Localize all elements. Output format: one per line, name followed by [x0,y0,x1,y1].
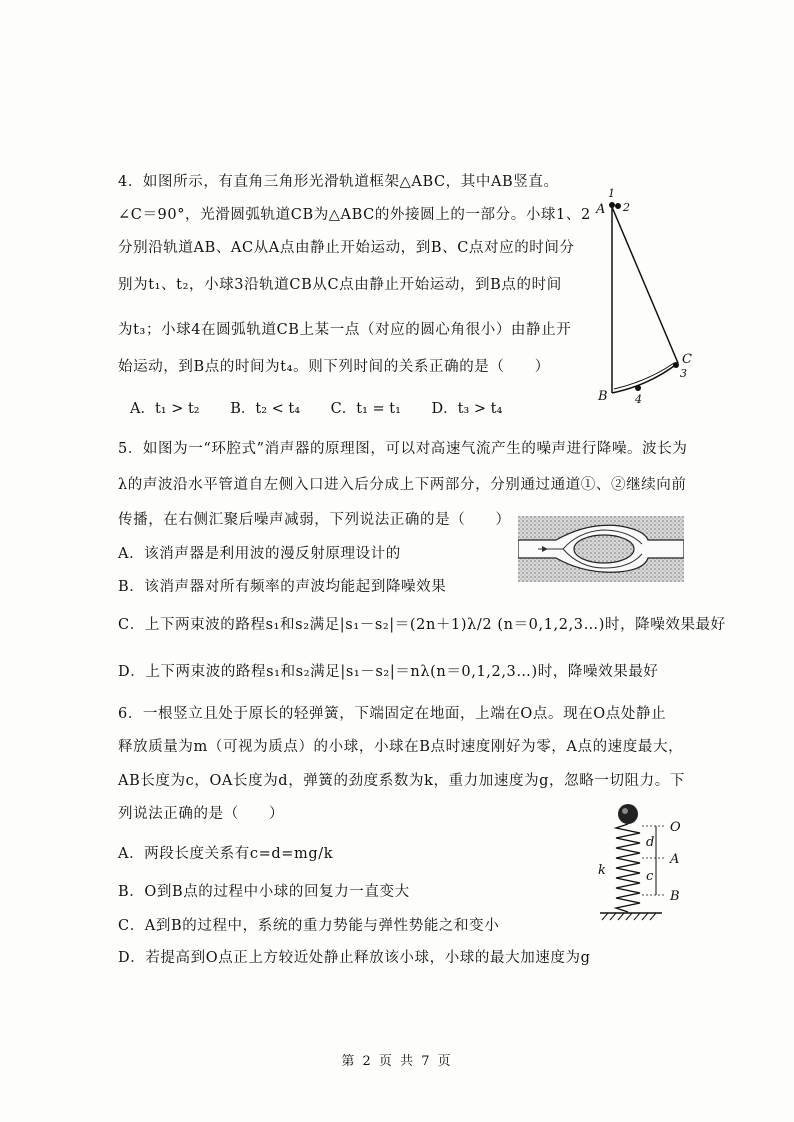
q4-line-1: 4．如图所示，有直角三角形光滑轨道框架△ABC，其中AB竖直。 [118,174,559,190]
q5-option-d: D．上下两束波的路程s₁和s₂满足|s₁－s₂|＝nλ(n＝0,1,2,3…)时，降噪效果最好 [118,664,659,680]
q5-option-c: C．上下两束波的路程s₁和s₂满足|s₁－s₂|＝(2n＋1)λ/2 (n＝0,1,2,3…)时，降噪效果最好 [118,617,726,633]
label-o: O [670,820,681,835]
q5-line-1: 5．如图为一“环腔式”消声器的原理图，可以对高速气流产生的噪声进行降噪。波长为 [118,441,688,457]
label-4: 4 [635,393,642,406]
label-c: c [646,869,654,884]
label-a: A [596,202,606,217]
q6-option-a: A．两段长度关系有c=d=mg/k [118,846,334,862]
q4-option-b: B．t₂ < t₄ [230,401,301,417]
q4-options [130,397,528,418]
spring [616,824,640,912]
label-k: k [598,863,606,878]
q6-option-d: D．若提高到O点正上方较近处静止释放该小球，小球的最大加速度为g [118,950,591,966]
q5-option-b: B．该消声器对所有频率的声波均能起到降噪效果 [118,579,447,595]
ball-4 [635,385,641,391]
ball-3 [673,362,679,368]
q4-line-6: 始运动，到B点的时间为t₄。则下列时间的关系正确的是（ ） [118,359,550,375]
q4-line-4: 别为t₁、t₂，小球3沿轨道CB从C点由静止开始运动，到B点的时间 [118,277,562,293]
label-b: B [670,889,680,904]
arc-cb [612,363,678,393]
q4-option-c: C．t₁ = t₁ [330,401,401,417]
q4-option-a: A．t₁ > t₂ [130,401,200,417]
ball-highlight [622,808,628,814]
q6-option-b: B．O到B点的过程中小球的回复力一直变大 [118,884,410,900]
q5-line-2: λ的声波沿水平管道自左侧入口进入后分成上下两部分，分别通过通道①、②继续向前 [118,477,687,493]
q4-option-d: D．t₃ > t₄ [431,401,503,417]
arc-cb-inner [614,363,674,389]
q6-line-1: 6．一根竖立且处于原长的轻弹簧，下端固定在地面，上端在O点。现在O点处静止 [118,706,667,722]
q4-line-3: 分别沿轨道AB、AC从A点由静止开始运动，到B、C点对应的时间分 [118,240,575,256]
q6-line-3: AB长度为c，OA长度为d，弹簧的劲度系数为k，重力加速度为g，忽略一切阻力。下 [118,773,685,789]
q4-line-2: ∠C＝90°，光滑圆弧轨道CB为△ABC的外接圆上的一部分。小球1、2 [118,207,591,223]
label-c: C [682,352,692,367]
q6-line-2: 释放质量为m（可视为质点）的小球，小球在B点时速度刚好为零，A点的速度最大， [118,739,684,755]
label-a: A [670,852,680,867]
ball-2 [615,203,621,209]
label-1: 1 [608,187,615,200]
q6-line-4: 列说法正确的是（ ） [118,806,285,822]
ball-1 [609,202,615,208]
inner-core [574,535,634,563]
edge-ac [612,207,678,363]
q5-muffler-figure [518,516,684,582]
label-3: 3 [680,367,687,380]
q5-line-3: 传播，在右侧汇聚后噪声减弱，下列说法正确的是（ ） [118,512,511,528]
ball [618,804,638,824]
q4-triangle-figure [590,185,700,410]
q5-option-a: A．该消声器是利用波的漫反射原理设计的 [118,546,401,562]
label-d: d [646,835,655,850]
page-footer: 第 2 页 共 7 页 [341,1054,453,1069]
ground-hatch [602,913,656,920]
label-b: B [598,389,608,404]
label-2: 2 [623,201,630,214]
q6-option-c: C．A到B的过程中，系统的重力势能与弹性势能之和变小 [118,918,500,934]
q4-line-5: 为t₃；小球4在圆弧轨道CB上某一点（对应的圆心角很小）由静止开 [118,322,572,338]
q6-spring-figure [590,798,700,928]
